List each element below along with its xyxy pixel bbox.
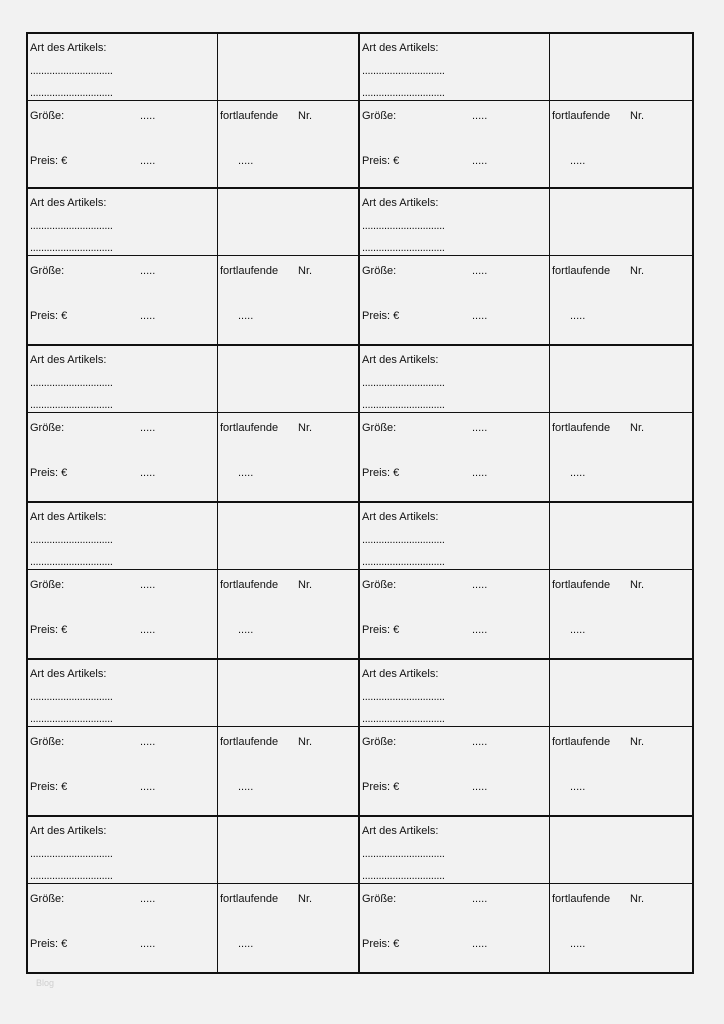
article-dotted-line: .............................. xyxy=(362,872,445,880)
size-label: Größe: xyxy=(362,579,397,591)
row-divider xyxy=(28,100,358,101)
article-dotted-line: .............................. xyxy=(362,379,445,387)
column-divider xyxy=(217,660,218,815)
article-type-label: Art des Artikels: xyxy=(362,354,439,366)
row-divider xyxy=(360,412,692,413)
price-label: Preis: € xyxy=(362,467,400,479)
size-value: ..... xyxy=(140,579,156,591)
article-dotted-line: .............................. xyxy=(30,401,113,409)
price-value: ..... xyxy=(140,310,156,322)
column-divider xyxy=(549,660,550,815)
price-tag-label xyxy=(26,815,360,974)
article-dotted-line: .............................. xyxy=(30,67,113,75)
price-tag-label xyxy=(26,187,360,346)
price-tag-label xyxy=(358,658,694,817)
article-type-label: Art des Artikels: xyxy=(30,42,107,54)
price-tag-label xyxy=(26,32,360,189)
column-divider xyxy=(217,817,218,972)
size-label: Größe: xyxy=(362,265,397,277)
serial-label: fortlaufende xyxy=(552,893,611,905)
column-divider xyxy=(217,189,218,344)
article-type-label: Art des Artikels: xyxy=(30,354,107,366)
serial-label: fortlaufende xyxy=(220,110,279,122)
column-divider xyxy=(217,346,218,501)
serial-label: fortlaufende xyxy=(552,422,611,434)
article-dotted-line: .............................. xyxy=(362,558,445,566)
article-dotted-line: .............................. xyxy=(30,222,113,230)
size-label: Größe: xyxy=(30,110,65,122)
serial-value: ..... xyxy=(238,310,254,322)
serial-value: ..... xyxy=(570,938,586,950)
serial-label: fortlaufende xyxy=(552,110,611,122)
column-divider xyxy=(549,346,550,501)
article-type-label: Art des Artikels: xyxy=(362,825,439,837)
size-value: ..... xyxy=(140,422,156,434)
serial-no-label: Nr. xyxy=(630,265,645,277)
article-type-label: Art des Artikels: xyxy=(30,825,107,837)
article-dotted-line: .............................. xyxy=(30,693,113,701)
price-tag-label xyxy=(358,501,694,660)
serial-no-label: Nr. xyxy=(298,893,313,905)
serial-label: fortlaufende xyxy=(220,579,279,591)
article-dotted-line: .............................. xyxy=(362,536,445,544)
article-dotted-line: .............................. xyxy=(362,222,445,230)
price-label: Preis: € xyxy=(362,310,400,322)
price-value: ..... xyxy=(472,155,488,167)
price-label: Preis: € xyxy=(30,781,68,793)
serial-value: ..... xyxy=(570,624,586,636)
serial-no-label: Nr. xyxy=(298,265,313,277)
row-divider xyxy=(28,883,358,884)
price-value: ..... xyxy=(472,781,488,793)
serial-value: ..... xyxy=(570,781,586,793)
price-label: Preis: € xyxy=(30,938,68,950)
serial-no-label: Nr. xyxy=(298,579,313,591)
serial-label: fortlaufende xyxy=(220,893,279,905)
article-type-label: Art des Artikels: xyxy=(362,668,439,680)
column-divider xyxy=(549,503,550,658)
serial-label: fortlaufende xyxy=(552,265,611,277)
column-divider xyxy=(217,503,218,658)
article-dotted-line: .............................. xyxy=(362,89,445,97)
row-divider xyxy=(28,255,358,256)
size-label: Größe: xyxy=(362,110,397,122)
article-type-label: Art des Artikels: xyxy=(362,197,439,209)
serial-label: fortlaufende xyxy=(220,736,279,748)
price-value: ..... xyxy=(140,624,156,636)
price-value: ..... xyxy=(140,938,156,950)
size-value: ..... xyxy=(472,736,488,748)
article-dotted-line: .............................. xyxy=(30,558,113,566)
price-value: ..... xyxy=(140,781,156,793)
article-dotted-line: .............................. xyxy=(30,379,113,387)
column-divider xyxy=(549,189,550,344)
serial-value: ..... xyxy=(570,467,586,479)
article-dotted-line: .............................. xyxy=(30,850,113,858)
size-value: ..... xyxy=(140,110,156,122)
price-value: ..... xyxy=(472,624,488,636)
price-label: Preis: € xyxy=(362,155,400,167)
article-dotted-line: .............................. xyxy=(362,401,445,409)
article-dotted-line: .............................. xyxy=(30,244,113,252)
size-label: Größe: xyxy=(30,736,65,748)
row-divider xyxy=(360,726,692,727)
serial-value: ..... xyxy=(238,467,254,479)
article-dotted-line: .............................. xyxy=(362,244,445,252)
size-label: Größe: xyxy=(362,736,397,748)
serial-label: fortlaufende xyxy=(552,579,611,591)
serial-no-label: Nr. xyxy=(298,736,313,748)
serial-value: ..... xyxy=(238,624,254,636)
price-tag-label xyxy=(358,32,694,189)
row-divider xyxy=(28,726,358,727)
price-value: ..... xyxy=(140,467,156,479)
article-dotted-line: .............................. xyxy=(362,67,445,75)
price-tag-label xyxy=(26,501,360,660)
article-type-label: Art des Artikels: xyxy=(30,511,107,523)
article-type-label: Art des Artikels: xyxy=(362,42,439,54)
article-type-label: Art des Artikels: xyxy=(362,511,439,523)
article-dotted-line: .............................. xyxy=(30,89,113,97)
price-value: ..... xyxy=(472,467,488,479)
article-dotted-line: .............................. xyxy=(362,693,445,701)
serial-label: fortlaufende xyxy=(220,422,279,434)
column-divider xyxy=(549,34,550,187)
size-value: ..... xyxy=(472,893,488,905)
column-divider xyxy=(217,34,218,187)
article-dotted-line: .............................. xyxy=(30,715,113,723)
price-label: Preis: € xyxy=(30,310,68,322)
serial-label: fortlaufende xyxy=(552,736,611,748)
size-value: ..... xyxy=(140,893,156,905)
row-divider xyxy=(360,569,692,570)
size-value: ..... xyxy=(472,579,488,591)
watermark: Blog xyxy=(36,978,55,988)
price-value: ..... xyxy=(140,155,156,167)
size-label: Größe: xyxy=(30,422,65,434)
price-label: Preis: € xyxy=(30,155,68,167)
price-tag-label xyxy=(26,344,360,503)
price-label: Preis: € xyxy=(30,467,68,479)
article-dotted-line: .............................. xyxy=(30,872,113,880)
row-divider xyxy=(360,100,692,101)
price-label: Preis: € xyxy=(362,781,400,793)
size-value: ..... xyxy=(140,736,156,748)
serial-value: ..... xyxy=(238,155,254,167)
size-value: ..... xyxy=(140,265,156,277)
price-label: Preis: € xyxy=(362,938,400,950)
serial-no-label: Nr. xyxy=(630,422,645,434)
price-tag-label xyxy=(358,344,694,503)
price-label: Preis: € xyxy=(362,624,400,636)
size-label: Größe: xyxy=(30,893,65,905)
serial-value: ..... xyxy=(570,155,586,167)
size-label: Größe: xyxy=(30,579,65,591)
serial-no-label: Nr. xyxy=(630,110,645,122)
row-divider xyxy=(28,412,358,413)
price-tag-label xyxy=(26,658,360,817)
serial-no-label: Nr. xyxy=(298,110,313,122)
size-value: ..... xyxy=(472,265,488,277)
article-dotted-line: .............................. xyxy=(362,715,445,723)
size-label: Größe: xyxy=(362,422,397,434)
price-tag-label xyxy=(358,187,694,346)
serial-no-label: Nr. xyxy=(630,579,645,591)
serial-value: ..... xyxy=(570,310,586,322)
row-divider xyxy=(28,569,358,570)
price-value: ..... xyxy=(472,938,488,950)
article-dotted-line: .............................. xyxy=(30,536,113,544)
size-value: ..... xyxy=(472,422,488,434)
article-type-label: Art des Artikels: xyxy=(30,668,107,680)
price-label: Preis: € xyxy=(30,624,68,636)
article-type-label: Art des Artikels: xyxy=(30,197,107,209)
row-divider xyxy=(360,255,692,256)
price-tag-sheet xyxy=(26,32,694,974)
price-value: ..... xyxy=(472,310,488,322)
serial-value: ..... xyxy=(238,938,254,950)
size-value: ..... xyxy=(472,110,488,122)
size-label: Größe: xyxy=(362,893,397,905)
column-divider xyxy=(549,817,550,972)
serial-value: ..... xyxy=(238,781,254,793)
size-label: Größe: xyxy=(30,265,65,277)
serial-no-label: Nr. xyxy=(630,893,645,905)
serial-no-label: Nr. xyxy=(630,736,645,748)
price-tag-label xyxy=(358,815,694,974)
article-dotted-line: .............................. xyxy=(362,850,445,858)
serial-label: fortlaufende xyxy=(220,265,279,277)
serial-no-label: Nr. xyxy=(298,422,313,434)
row-divider xyxy=(360,883,692,884)
